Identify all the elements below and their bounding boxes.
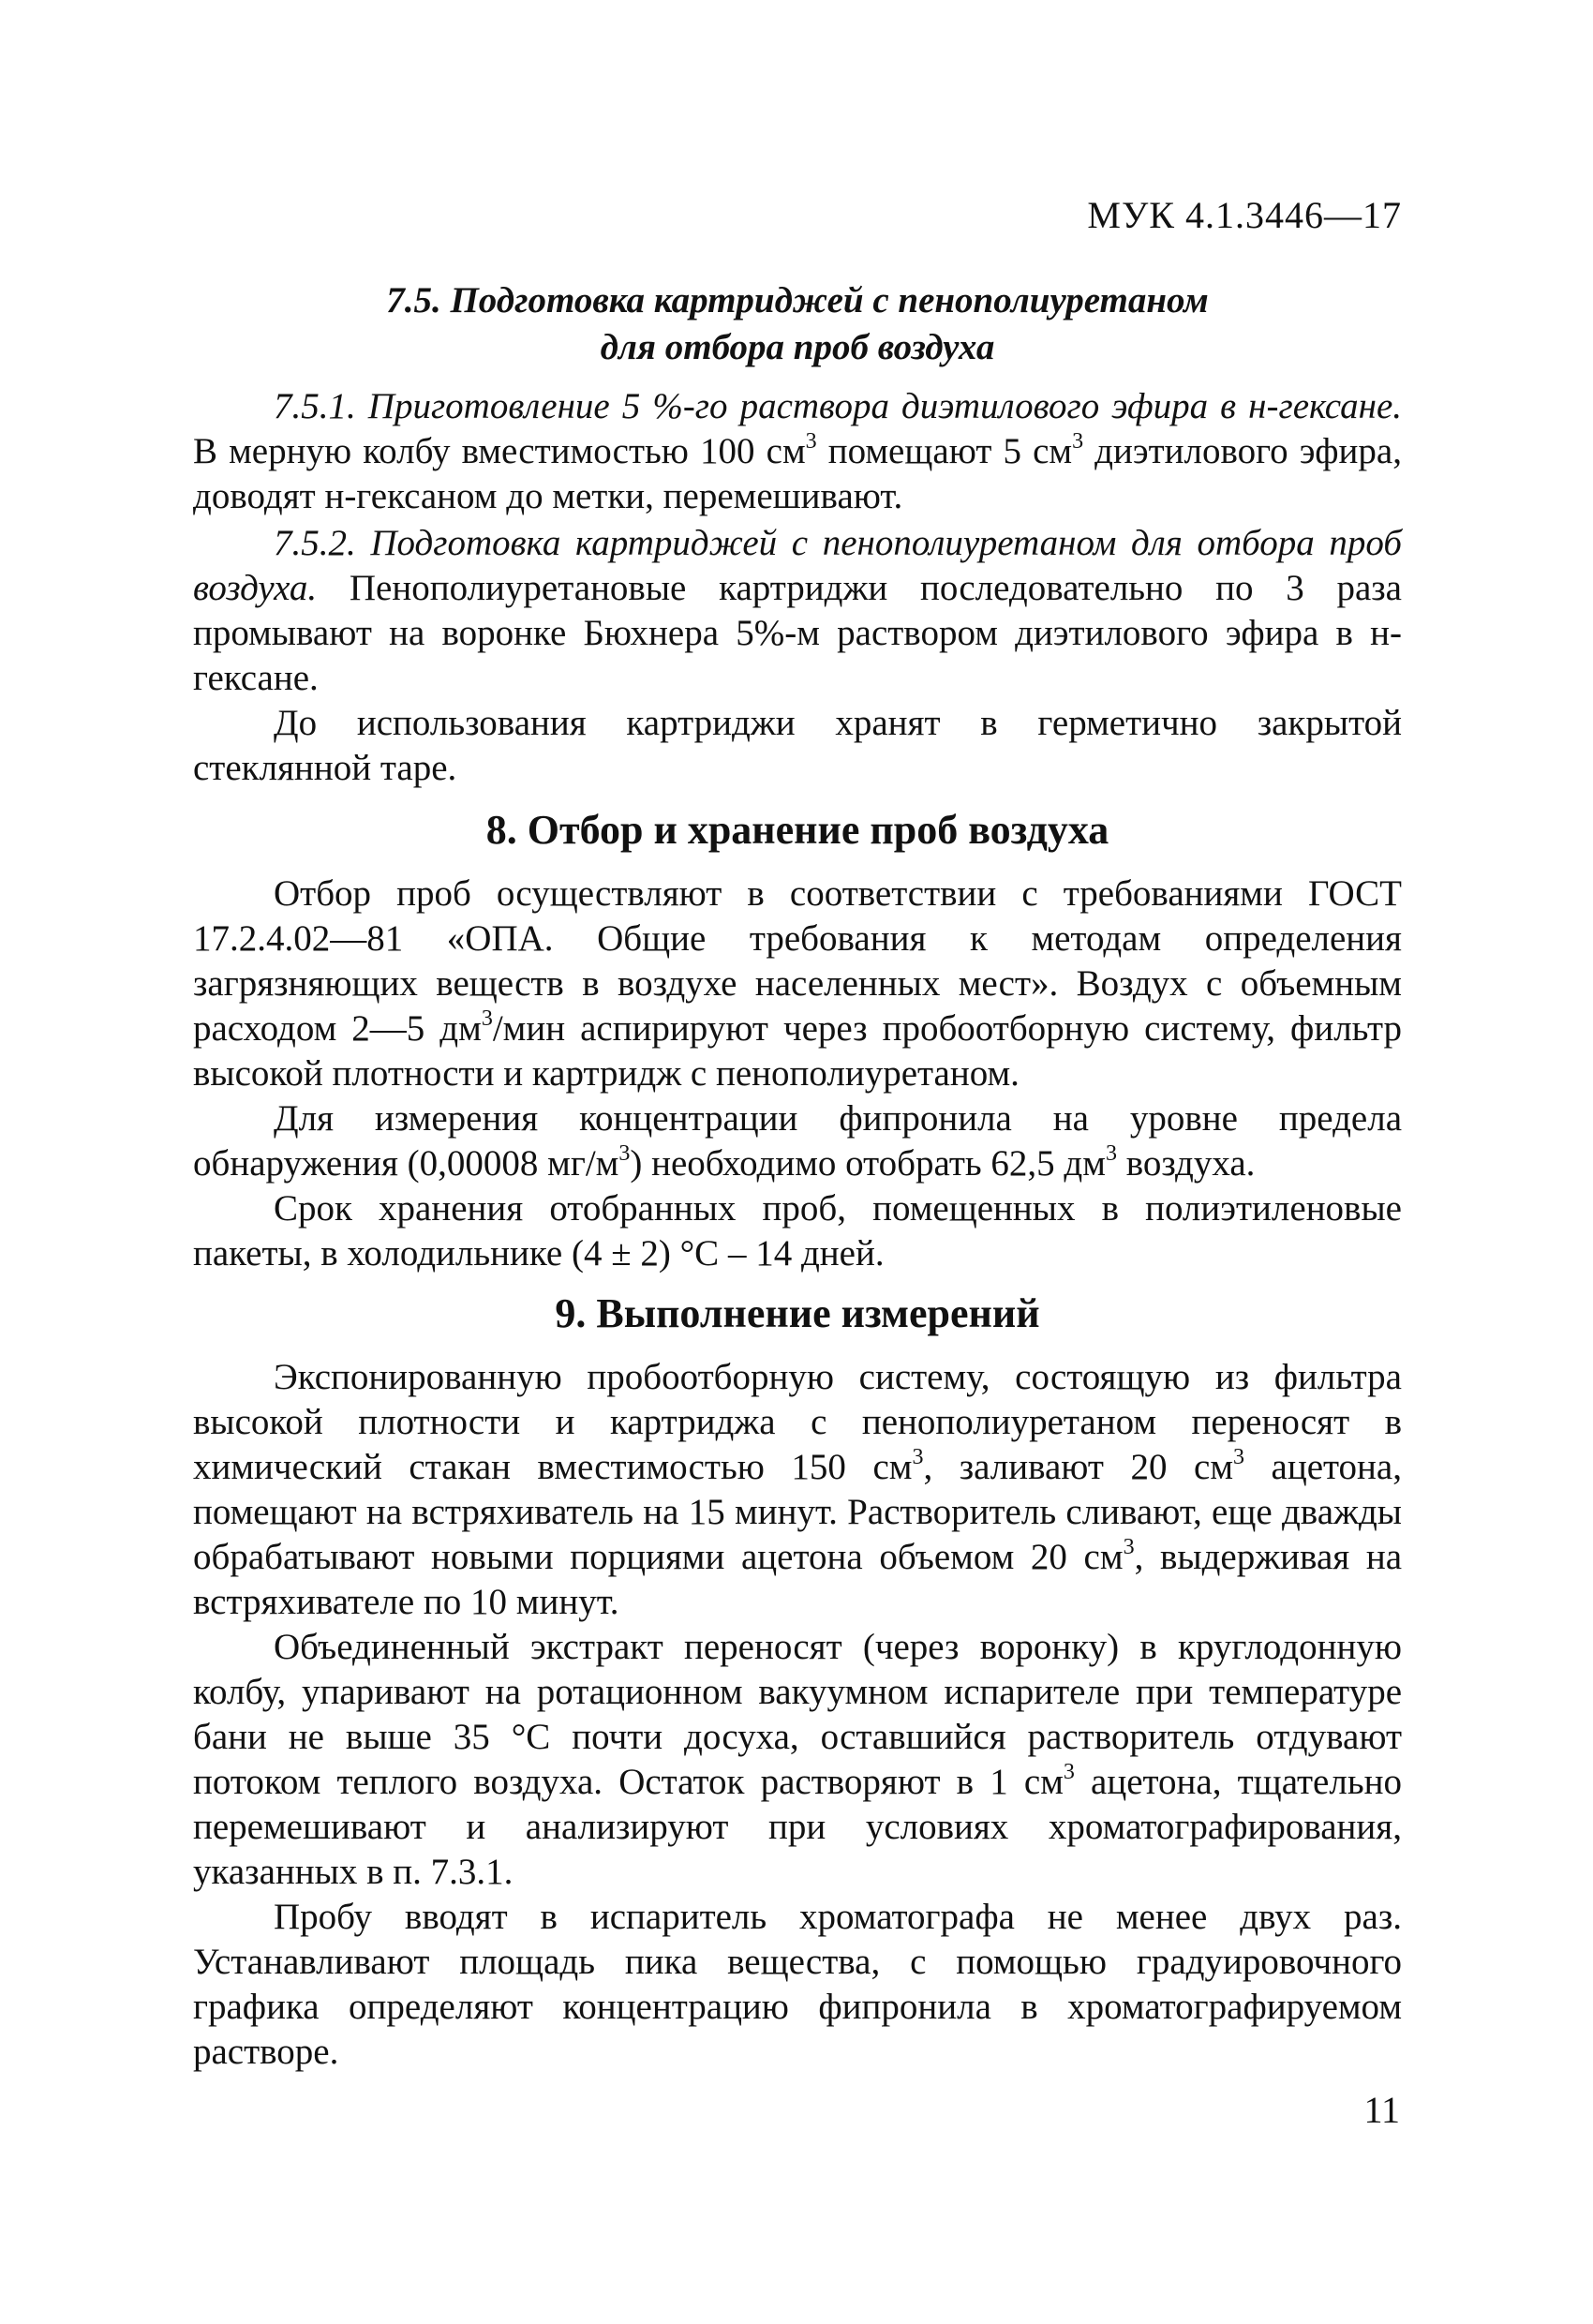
paragraph-7-5-2-lead: 7.5.2. Подготовка картриджей с пенополиуретаном для отбора проб воздуха. bbox=[193, 523, 1402, 608]
paragraph-8-2 bbox=[193, 1096, 1402, 1186]
section-7-5-title-line1: 7.5. Подготовка картриджей с пенополиуретаном bbox=[386, 280, 1209, 320]
superscript: 3 bbox=[481, 1006, 493, 1031]
superscript: 3 bbox=[912, 1445, 924, 1469]
paragraph-8-2-text-a: Для измерения концентрации фипронила на уровне предела обнаружения (0,00008 мг/м bbox=[193, 1098, 1402, 1184]
superscript: 3 bbox=[805, 429, 817, 454]
section-8-title: 8. Отбор и хранение проб воздуха bbox=[485, 807, 1109, 853]
paragraph-8-1-text-a: Отбор проб осуществляют в соответствии с требованиями ГОСТ 17.2.4.02—81 «ОПА. Общие требования к методам определения загрязняющих веществ в воздухе населенных мест». Воздух с объемным расходом 2—5 дм bbox=[193, 873, 1402, 1049]
paragraph-9-2 bbox=[193, 1625, 1402, 1895]
superscript: 3 bbox=[1072, 429, 1084, 454]
paragraph-7-5-1-text-b: помещают 5 см bbox=[816, 431, 1073, 471]
paragraph-9-2-text-a: Объединенный экстракт переносят (через воронку) в круглодонную колбу, упаривают на ротационном вакуумном испарителе при температуре бани не выше 35 °С почти досуха, оставшийся растворитель отдувают потоком теплого воздуха. Остаток растворяют в 1 см bbox=[193, 1627, 1402, 1802]
paragraph-9-3: Пробу вводят в испаритель хроматографа не менее двух раз. Устанавливают площадь пика вещества, с помощью градуировочного графика определяют концентрацию фипронила в хроматографируемом растворе. bbox=[193, 1897, 1402, 2072]
superscript: 3 bbox=[618, 1141, 631, 1166]
paragraph-8-1 bbox=[193, 872, 1402, 1096]
superscript: 3 bbox=[1063, 1760, 1075, 1784]
superscript: 3 bbox=[1123, 1535, 1135, 1559]
paragraph-9-1-text-a: Экспонированную пробоотборную систему, состоящую из фильтра высокой плотности и картриджа с пенополиуретаном переносят в химический стакан вместимостью 150 см bbox=[193, 1357, 1402, 1487]
paragraph-7-5-2-text: Пенополиуретановые картриджи последовательно по 3 раза промывают на воронке Бюхнера 5%-м раствором диэтилового эфира в н-гексане. bbox=[193, 568, 1402, 698]
paragraph-9-1-text-c: ацетона, помещают на встряхиватель на 15 минут. Растворитель сливают, еще дважды обрабатывают новыми порциями ацетона объемом 20 см bbox=[193, 1447, 1402, 1577]
superscript: 3 bbox=[1105, 1141, 1117, 1166]
superscript: 3 bbox=[1233, 1445, 1245, 1469]
paragraph-9-1 bbox=[193, 1355, 1402, 1625]
paragraph-7-5-1-lead: 7.5.1. Приготовление 5 %-го раствора диэтилового эфира в н-гексане. bbox=[274, 386, 1402, 426]
page-number: 11 bbox=[1363, 2089, 1400, 2131]
paragraph-8-3: Срок хранения отобранных проб, помещенных в полиэтиленовые пакеты, в холодильнике (4 ± 2) °С – 14 дней. bbox=[193, 1188, 1402, 1274]
paragraph-8-1-text-b: /мин аспирируют через пробоотборную систему, фильтр высокой плотности и картридж с пенополиуретаном. bbox=[193, 1008, 1402, 1094]
paragraph-7-5-1-text-a: В мерную колбу вместимостью 100 см bbox=[193, 431, 806, 471]
paragraph-8-2-text-b: ) необходимо отобрать 62,5 дм bbox=[630, 1143, 1106, 1184]
section-9-title: 9. Выполнение измерений bbox=[555, 1290, 1040, 1336]
paragraph-9-1-text-b: , заливают 20 см bbox=[923, 1447, 1234, 1487]
paragraph-7-5-1 bbox=[193, 384, 1402, 519]
paragraph-7-5-1-text-c: диэтилового эфира, доводят н-гексаном до метки, перемешивают. bbox=[193, 431, 1402, 516]
paragraph-9-1-text-d: , выдерживая на встряхивателе по 10 минут. bbox=[193, 1537, 1403, 1622]
paragraph-8-2-text-c: воздуха. bbox=[1116, 1143, 1256, 1184]
paragraph-7-5-storage: До использования картриджи хранят в герметично закрытой стеклянной таре. bbox=[193, 703, 1402, 788]
section-7-5-title-line2: для отбора проб воздуха bbox=[600, 327, 995, 367]
paragraph-9-2-text-b: ацетона, тщательно перемешивают и анализируют при условиях хроматографирования, указанных в п. 7.3.1. bbox=[193, 1762, 1402, 1892]
paragraph-7-5-2 bbox=[193, 521, 1402, 701]
document-code: МУК 4.1.3446—17 bbox=[1087, 194, 1402, 236]
